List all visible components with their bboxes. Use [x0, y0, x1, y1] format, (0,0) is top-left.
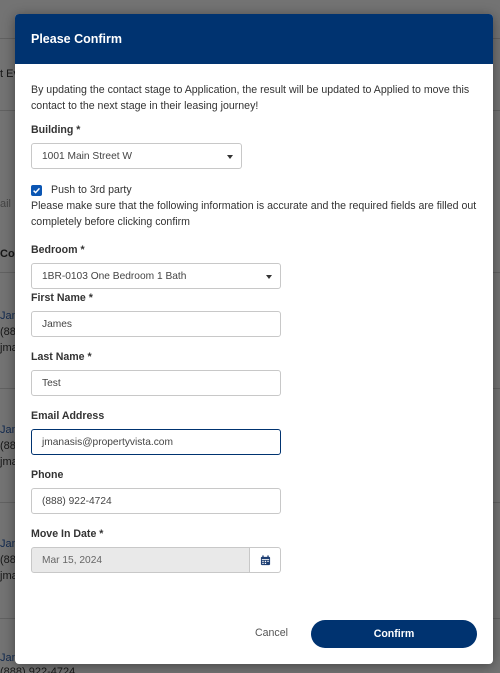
- move-in-date-value: Mar 15, 2024: [42, 554, 103, 566]
- confirm-button[interactable]: Confirm: [311, 620, 477, 648]
- last-name-value: Test: [42, 377, 61, 389]
- move-in-date-row: [31, 547, 477, 573]
- email-value: jmanasis@propertyvista.com: [42, 436, 173, 448]
- calendar-icon: [260, 555, 271, 566]
- push-third-party-label: Push to 3rd party: [51, 184, 132, 196]
- first-name-field[interactable]: [31, 311, 281, 337]
- cancel-button[interactable]: Cancel: [255, 627, 288, 639]
- check-icon: [32, 186, 41, 195]
- bedroom-select[interactable]: [31, 263, 281, 289]
- phone-field[interactable]: [31, 488, 281, 514]
- move-in-date-field[interactable]: [31, 547, 250, 573]
- first-name-value: James: [42, 318, 73, 330]
- email-label: Email Address: [31, 410, 105, 422]
- last-name-label: Last Name *: [31, 351, 92, 363]
- dialog-body: [15, 64, 493, 573]
- push-third-party-row: [31, 184, 477, 196]
- verification-note: Please make sure that the following information is accurate and the required fields are filled out completely before clicking confirm: [31, 200, 477, 228]
- push-third-party-checkbox[interactable]: [31, 185, 42, 196]
- calendar-button[interactable]: [250, 547, 281, 573]
- confirm-dialog: [15, 14, 493, 664]
- dialog-header: [15, 14, 493, 64]
- bedroom-label: Bedroom *: [31, 244, 85, 256]
- dialog-title: Please Confirm: [31, 32, 123, 46]
- phone-value: (888) 922-4724: [42, 495, 112, 507]
- intro-text: By updating the contact stage to Application, the result will be updated to Applied to move this contact to the next stage in their leasing journey!: [31, 84, 470, 112]
- building-value: 1001 Main Street W: [42, 150, 133, 162]
- move-in-date-label: Move In Date *: [31, 528, 104, 540]
- phone-label: Phone: [31, 469, 64, 481]
- last-name-field[interactable]: [31, 370, 281, 396]
- chevron-down-icon: [266, 275, 272, 279]
- first-name-label: First Name *: [31, 292, 93, 304]
- email-field[interactable]: [31, 429, 281, 455]
- building-label: Building *: [31, 124, 81, 136]
- bedroom-value: 1BR-0103 One Bedroom 1 Bath: [42, 270, 187, 282]
- dialog-footer: [15, 620, 493, 650]
- chevron-down-icon: [227, 155, 233, 159]
- building-select[interactable]: [31, 143, 242, 169]
